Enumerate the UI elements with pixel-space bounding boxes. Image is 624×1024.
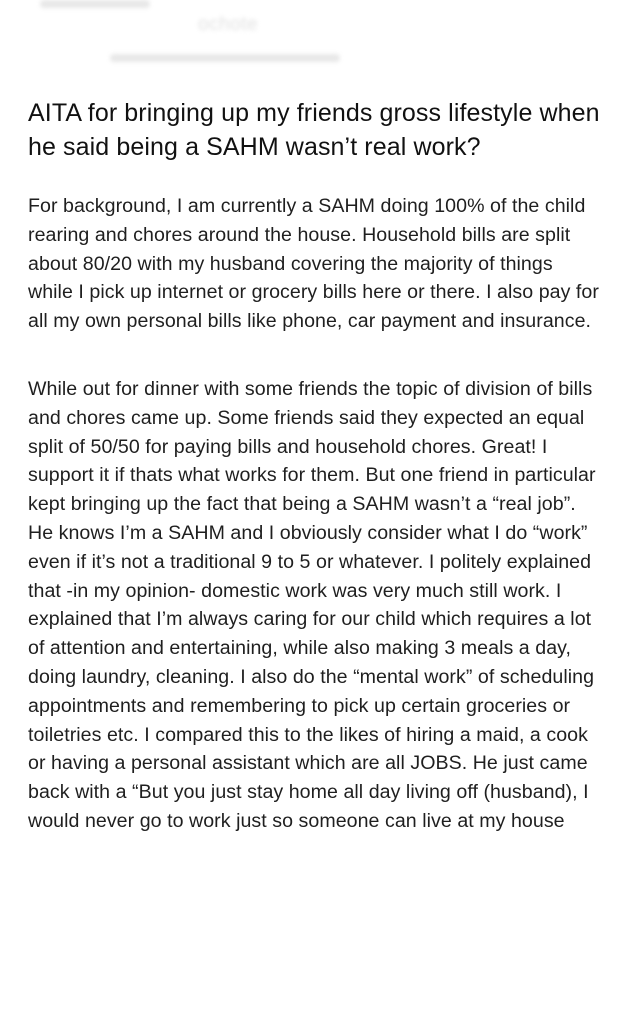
- blurred-header-line: [40, 0, 150, 8]
- blurred-header-text: ochote: [198, 14, 259, 35]
- post-title: AITA for bringing up my friends gross lifestyle when he said being a SAHM wasn’t real work?: [28, 99, 600, 161]
- post-paragraph: For background, I am currently a SAHM doing 100% of the child rearing and chores around the house. Household bills are split about 80/20 with my husband covering the majority of things while I pick up internet or grocery bills here or there. I also pay for all my own personal bills like phone, car payment and insurance.: [28, 195, 599, 333]
- post-paragraph: While out for dinner with some friends the topic of division of bills and chores came up. Some friends said they expected an equal split of 50/50 for paying bills and household chores. Great! I support it if thats what works for them. But one friend in particular kept bringing up the fact that being a SAHM wasn’t a “real job”. He knows I’m a SAHM and I obviously consider what I do “work” even if it’s not a traditional 9 to 5 or whatever. I politely explained that -in my opinion- domestic work was very much still work. I explained that I’m always caring for our child which requires a lot of attention and entertaining, while also making 3 meals a day, doing laundry, cleaning. I also do the “mental work” of scheduling appointments and remembering to pick up certain groceries or toiletries etc. I compared this to the likes of hiring a maid, a cook or having a personal assistant which are all JOBS. He just came back with a “But you just stay home all day living off (husband), I would never go to work just so someone can live at my house: [28, 377, 596, 832]
- post-body: [28, 192, 602, 836]
- post: [28, 96, 602, 875]
- blurred-header: [0, 0, 624, 80]
- blurred-header-line: [110, 54, 340, 62]
